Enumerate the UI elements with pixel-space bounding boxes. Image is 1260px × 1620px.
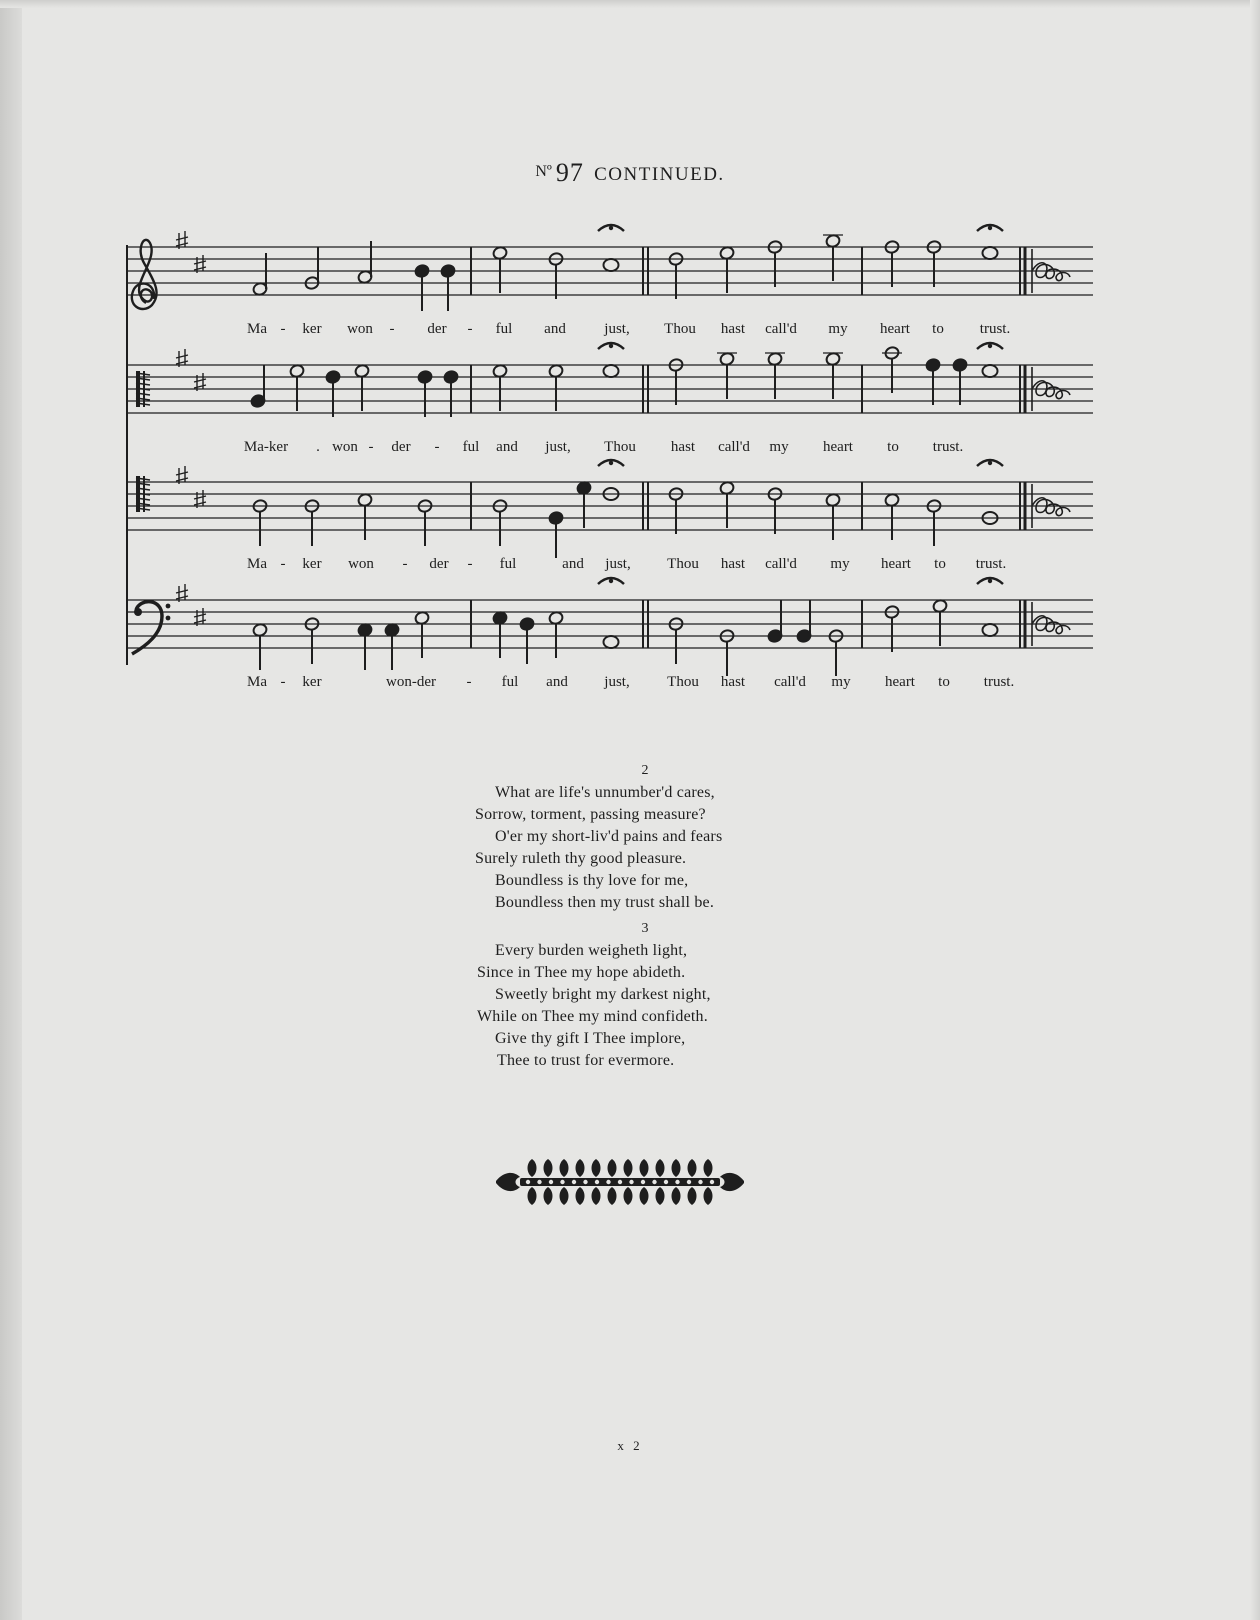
- lyric-syllable: my: [831, 674, 851, 690]
- fermata-dot: [988, 226, 992, 230]
- bass-clef-dot: [166, 604, 171, 609]
- fermata-dot: [609, 226, 613, 230]
- ornament-leaf: [654, 1159, 666, 1177]
- ornament-star: [572, 1180, 576, 1184]
- ornament-leaf: [670, 1187, 682, 1205]
- page-folio: x 2: [617, 1438, 643, 1453]
- ornament-leaf: [622, 1187, 634, 1205]
- decorative-ornament: [492, 1147, 748, 1217]
- lyric-syllable: ful: [462, 439, 480, 455]
- lyric-syllable: call'd: [765, 556, 797, 572]
- ornament-star: [549, 1180, 553, 1184]
- sharp-icon: [194, 608, 206, 626]
- lyric-syllable: -: [280, 674, 286, 690]
- lyric-syllable: call'd: [718, 439, 750, 455]
- music-score: [0, 0, 1260, 720]
- fermata-dot: [988, 579, 992, 583]
- lyric-syllable: to: [934, 556, 946, 572]
- lyric-syllable: just,: [605, 556, 631, 572]
- fermata-dot: [988, 461, 992, 465]
- title-continued: CONTINUED.: [594, 164, 725, 185]
- staff-treble: [127, 225, 1093, 337]
- lyric-syllable: Thou: [667, 674, 699, 690]
- ornament-leaf: [686, 1187, 698, 1205]
- lyric-syllable: won: [332, 439, 358, 455]
- lyric-syllable: and: [496, 439, 518, 455]
- lyric-syllable: ker: [302, 556, 322, 572]
- ornament-star: [629, 1180, 633, 1184]
- ornament-leaf: [574, 1159, 586, 1177]
- lyric-syllable: and: [546, 674, 568, 690]
- lyric-syllable: Thou: [664, 321, 696, 337]
- lyric-syllable: Ma-ker: [243, 439, 289, 455]
- ornament-leaf: [526, 1187, 538, 1205]
- ornament-leaf: [542, 1187, 554, 1205]
- lyric-syllable: Ma: [247, 674, 267, 690]
- staff-tenor: [127, 460, 1093, 572]
- fermata-dot: [609, 461, 613, 465]
- ornament-leaf: [526, 1159, 538, 1177]
- lyric-syllable: Ma: [247, 556, 267, 572]
- ornament-leaf: [542, 1159, 554, 1177]
- verse-line: Sorrow, torment, passing measure?: [475, 806, 706, 823]
- whole-note: [604, 259, 619, 271]
- lyric-syllable: trust.: [979, 321, 1011, 337]
- lyric-syllable: -: [467, 321, 473, 337]
- ornament-star: [664, 1180, 668, 1184]
- lyric-syllable: to: [932, 321, 944, 337]
- ornament-star: [687, 1180, 691, 1184]
- verse-line: Thee to trust for evermore.: [497, 1052, 675, 1069]
- lyric-syllable: won: [347, 321, 373, 337]
- sharp-icon: [194, 373, 206, 391]
- title-number: 97: [555, 158, 584, 187]
- ornament-star: [675, 1180, 679, 1184]
- lyric-syllable: call'd: [765, 321, 797, 337]
- lyric-syllable: -: [467, 556, 473, 572]
- ornament-star: [652, 1180, 656, 1184]
- ornament-star: [595, 1180, 599, 1184]
- lyric-syllable: won-der: [386, 674, 436, 690]
- lyric-syllable: just,: [604, 321, 630, 337]
- lyric-syllable: my: [769, 439, 789, 455]
- lyric-syllable: -: [402, 556, 408, 572]
- lyric-syllable: heart: [823, 439, 853, 455]
- ornament-star: [698, 1180, 702, 1184]
- lyric-syllable: Ma: [247, 321, 267, 337]
- verse-line: Surely ruleth thy good pleasure.: [475, 850, 687, 867]
- lyric-syllable: ful: [495, 321, 513, 337]
- sharp-icon: [176, 584, 188, 602]
- lyric-syllable: trust.: [983, 674, 1015, 690]
- lyric-syllable: to: [938, 674, 950, 690]
- lyric-syllable: and: [544, 321, 566, 337]
- ornament-leaf: [590, 1159, 602, 1177]
- lyric-syllable: and: [562, 556, 584, 572]
- lyric-syllable: -: [466, 674, 472, 690]
- lyric-syllable: my: [830, 556, 850, 572]
- lyric-syllable: Thou: [604, 439, 636, 455]
- ornament-star: [583, 1180, 587, 1184]
- ornament-leaf: [606, 1187, 618, 1205]
- lyric-syllable: won: [348, 556, 374, 572]
- whole-note: [604, 636, 619, 648]
- lyric-syllable: hast: [720, 674, 746, 690]
- ornament-star: [606, 1180, 610, 1184]
- lyric-syllable: heart: [885, 674, 915, 690]
- verse-line: Every burden weigheth light,: [495, 942, 688, 959]
- whole-note: [983, 365, 998, 377]
- verse-line: Sweetly bright my darkest night,: [495, 986, 711, 1003]
- ornament-leaf: [574, 1187, 586, 1205]
- lyric-syllable: Thou: [667, 556, 699, 572]
- staff-alto: [127, 343, 1093, 455]
- sharp-icon: [194, 255, 206, 273]
- lyric-syllable: der: [391, 439, 411, 455]
- lyric-syllable: trust.: [975, 556, 1007, 572]
- lyric-syllable: -: [280, 321, 286, 337]
- ornament-leaf: [702, 1159, 714, 1177]
- ornament-star: [710, 1180, 714, 1184]
- lyric-syllable: hast: [720, 556, 746, 572]
- lyric-syllable: der: [429, 556, 449, 572]
- lyric-syllable: heart: [881, 556, 911, 572]
- ornament-star: [618, 1180, 622, 1184]
- ornament-leaf: [606, 1159, 618, 1177]
- ornament-leaf: [558, 1187, 570, 1205]
- lyric-syllable: trust.: [932, 439, 964, 455]
- verse-number: 3: [641, 921, 649, 936]
- verse-line: Boundless is thy love for me,: [495, 872, 689, 889]
- verse-line: Give thy gift I Thee implore,: [495, 1030, 686, 1047]
- verse-number: 2: [641, 763, 649, 778]
- lyric-syllable: my: [828, 321, 848, 337]
- sharp-icon: [194, 490, 206, 508]
- bass-clef-dot: [134, 608, 142, 616]
- fermata-dot: [609, 579, 613, 583]
- lyric-syllable: to: [887, 439, 899, 455]
- lyric-syllable: ker: [302, 674, 322, 690]
- sharp-icon: [176, 349, 188, 367]
- ornament-leaf: [702, 1187, 714, 1205]
- verse-line: What are life's unnumber'd cares,: [495, 784, 715, 801]
- lyric-syllable: call'd: [774, 674, 806, 690]
- whole-note: [604, 365, 619, 377]
- lyric-syllable: ful: [499, 556, 517, 572]
- verse-line: O'er my short-liv'd pains and fears: [495, 828, 723, 845]
- bass-clef-dot: [166, 616, 171, 621]
- sharp-icon: [176, 231, 188, 249]
- lyric-syllable: heart: [880, 321, 910, 337]
- sharp-icon: [176, 466, 188, 484]
- ornament-star: [537, 1180, 541, 1184]
- lyric-syllable: hast: [720, 321, 746, 337]
- lyric-syllable: just,: [545, 439, 571, 455]
- ornament-leaf: [654, 1187, 666, 1205]
- lyric-syllable: hast: [670, 439, 696, 455]
- fermata-dot: [988, 344, 992, 348]
- verse-line: While on Thee my mind confideth.: [477, 1008, 708, 1025]
- ornament-leaf: [590, 1187, 602, 1205]
- ornament-leaf: [686, 1159, 698, 1177]
- ornament-star: [641, 1180, 645, 1184]
- treble-clef-icon: [132, 240, 157, 309]
- lyric-syllable: .: [316, 439, 320, 455]
- staff-bass: [127, 578, 1093, 690]
- lyric-syllable: ful: [501, 674, 519, 690]
- ornament-leaf: [558, 1159, 570, 1177]
- title-number-prefix: Nº: [535, 163, 552, 180]
- ornament-leaf: [670, 1159, 682, 1177]
- lyric-syllable: der: [427, 321, 447, 337]
- ornament-leaf: [638, 1159, 650, 1177]
- lyric-syllable: -: [389, 321, 395, 337]
- verse-line: Since in Thee my hope abideth.: [477, 964, 686, 981]
- lyric-syllable: -: [280, 556, 286, 572]
- ornament-star: [560, 1180, 564, 1184]
- ornament-leaf: [638, 1187, 650, 1205]
- lyric-syllable: just,: [604, 674, 630, 690]
- lyric-syllable: -: [368, 439, 374, 455]
- fermata-dot: [609, 344, 613, 348]
- whole-note: [983, 247, 998, 259]
- ornament-star: [526, 1180, 530, 1184]
- whole-note: [983, 624, 998, 636]
- lyric-syllable: -: [434, 439, 440, 455]
- ornament-leaf: [622, 1159, 634, 1177]
- lyric-syllable: ker: [302, 321, 322, 337]
- verse-line: Boundless then my trust shall be.: [495, 894, 715, 911]
